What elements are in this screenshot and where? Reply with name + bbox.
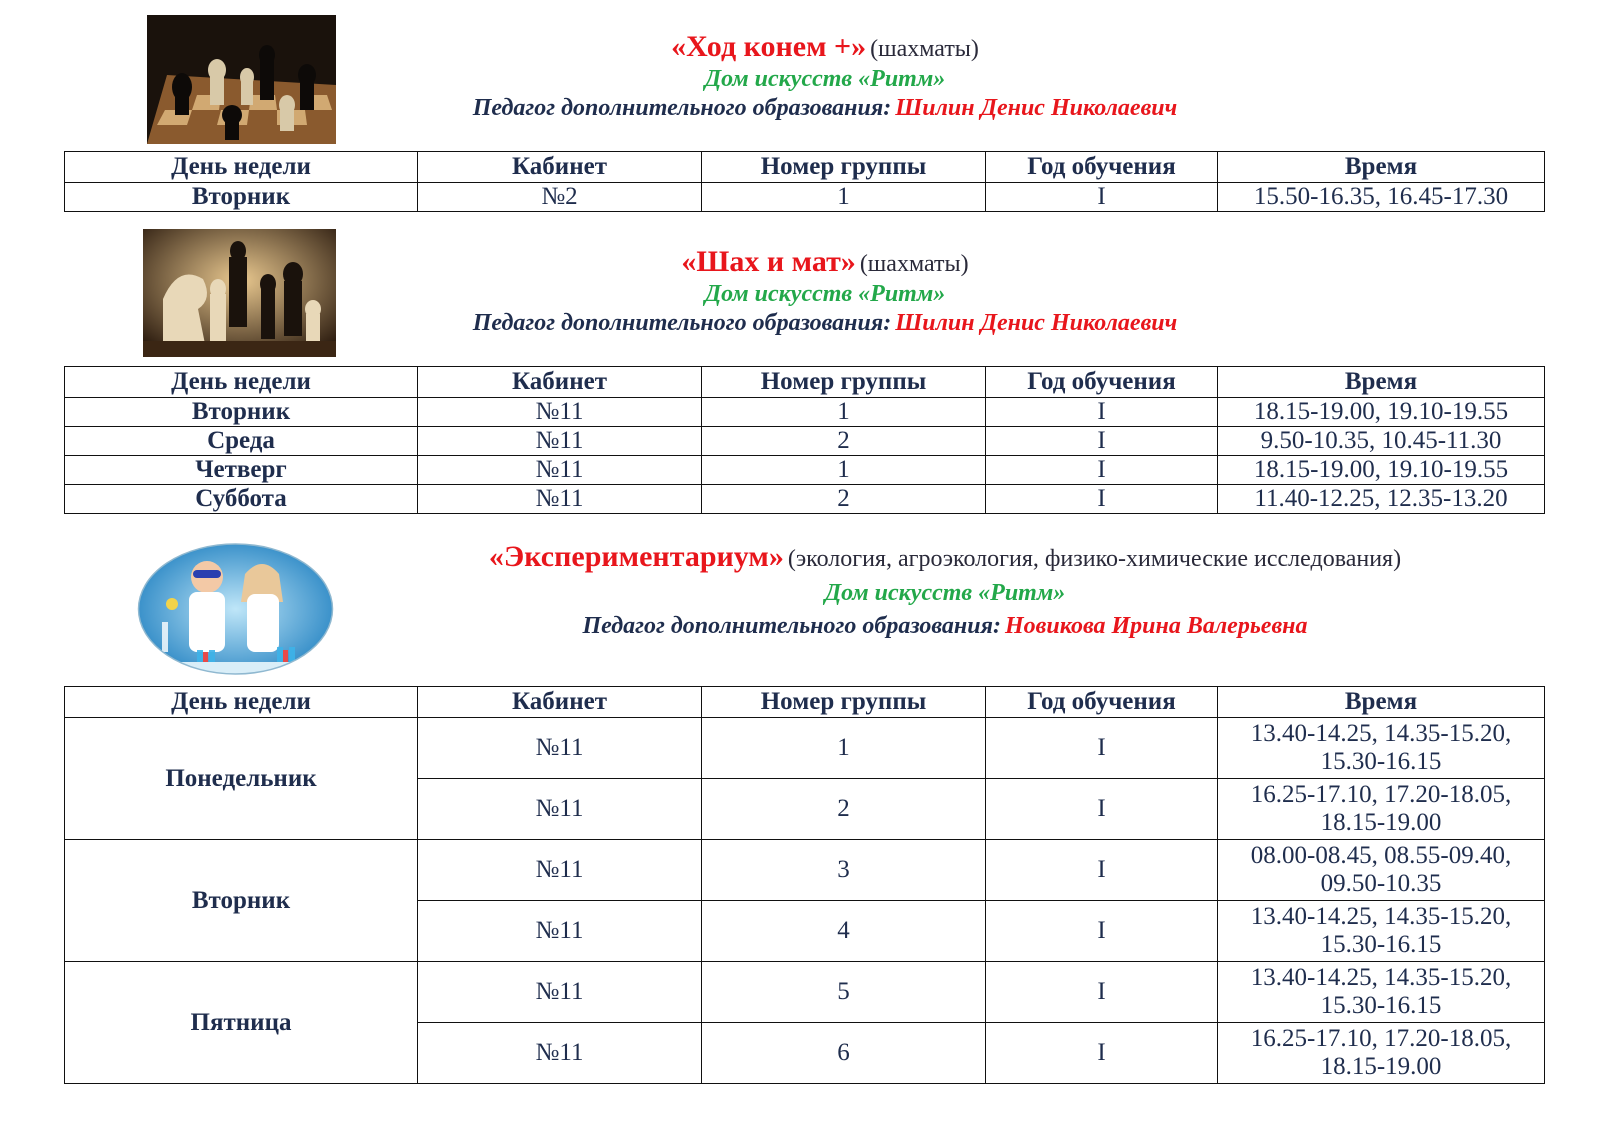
col-header-time: Время <box>1218 152 1545 183</box>
table-header-row <box>65 152 1545 183</box>
chess-board-photo <box>147 15 336 144</box>
table-header-row <box>65 367 1545 398</box>
cell-room: №11 <box>418 779 702 840</box>
table-row <box>65 718 1545 779</box>
col-header-time: Время <box>1218 367 1545 398</box>
time-line: 13.40-14.25, 14.35-15.20, <box>1250 964 1512 991</box>
col-header-day: День недели <box>65 687 418 718</box>
table-header-row <box>65 687 1545 718</box>
cell-room: №11 <box>418 901 702 962</box>
cell-group: 5 <box>702 962 986 1023</box>
cell-group: 2 <box>702 779 986 840</box>
table-row <box>65 427 1545 456</box>
cell-year: I <box>986 456 1218 485</box>
cell-day: Суббота <box>65 485 418 514</box>
col-header-group: Номер группы <box>702 687 986 718</box>
cell-group: 4 <box>702 901 986 962</box>
cell-group: 1 <box>702 718 986 779</box>
time-line: 09.50-10.35 <box>1320 870 1442 897</box>
time-line: 15.30-16.15 <box>1320 748 1442 775</box>
cell-room: №11 <box>418 718 702 779</box>
col-header-day: День недели <box>65 367 418 398</box>
chess-pieces-photo <box>143 229 336 357</box>
teacher-label: Педагог дополнительного образования: <box>472 95 892 121</box>
club-title: «Экспериментариум» <box>488 540 784 573</box>
teacher-label: Педагог дополнительного образования: <box>472 310 892 336</box>
cell-year: I <box>986 718 1218 779</box>
schedule-table <box>64 366 1545 514</box>
cell-time: 9.50-10.35, 10.45-11.30 <box>1218 427 1545 456</box>
table-row <box>65 485 1545 514</box>
time-line: 08.00-08.45, 08.55-09.40, <box>1250 842 1512 869</box>
cell-year: I <box>986 183 1218 212</box>
cell-day: Вторник <box>65 840 418 962</box>
cell-time <box>1218 962 1545 1023</box>
cell-time: 18.15-19.00, 19.10-19.55 <box>1218 398 1545 427</box>
cell-year: I <box>986 1023 1218 1084</box>
cell-room: №11 <box>418 427 702 456</box>
club-subject: (шахматы) <box>870 36 979 62</box>
cell-day: Вторник <box>65 398 418 427</box>
teacher-label: Педагог дополнительного образования: <box>582 613 1001 639</box>
cell-year: I <box>986 901 1218 962</box>
col-header-year: Год обучения <box>986 152 1218 183</box>
time-line: 15.30-16.15 <box>1320 931 1442 958</box>
cell-time <box>1218 840 1545 901</box>
col-header-year: Год обучения <box>986 687 1218 718</box>
cell-time <box>1218 718 1545 779</box>
time-line: 15.30-16.15 <box>1320 992 1442 1019</box>
cell-day: Четверг <box>65 456 418 485</box>
section-header <box>350 30 1300 122</box>
col-header-year: Год обучения <box>986 367 1218 398</box>
cell-time <box>1218 1023 1545 1084</box>
cell-time: 15.50-16.35, 16.45-17.30 <box>1218 183 1545 212</box>
schedule-table <box>64 151 1545 212</box>
cell-year: I <box>986 398 1218 427</box>
cell-year: I <box>986 840 1218 901</box>
schedule-table <box>64 686 1545 1084</box>
cell-group: 2 <box>702 485 986 514</box>
organization-name: Дом искусств «Ритм» <box>704 281 946 307</box>
col-header-room: Кабинет <box>418 152 702 183</box>
time-line: 13.40-14.25, 14.35-15.20, <box>1250 903 1512 930</box>
cell-time <box>1218 779 1545 840</box>
cell-time <box>1218 901 1545 962</box>
col-header-group: Номер группы <box>702 152 986 183</box>
cell-day: Пятница <box>65 962 418 1084</box>
cell-time: 18.15-19.00, 19.10-19.55 <box>1218 456 1545 485</box>
time-line: 18.15-19.00 <box>1320 1053 1442 1080</box>
teacher-name: Новикова Ирина Валерьевна <box>1004 613 1308 639</box>
teacher-name: Шилин Денис Николаевич <box>895 310 1178 336</box>
kids-science-photo <box>137 542 334 676</box>
cell-group: 1 <box>702 398 986 427</box>
table-row <box>65 962 1545 1023</box>
time-line: 13.40-14.25, 14.35-15.20, <box>1250 720 1512 747</box>
cell-day: Вторник <box>65 183 418 212</box>
cell-year: I <box>986 962 1218 1023</box>
cell-room: №2 <box>418 183 702 212</box>
cell-day: Среда <box>65 427 418 456</box>
cell-group: 1 <box>702 183 986 212</box>
cell-room: №11 <box>418 456 702 485</box>
cell-room: №11 <box>418 485 702 514</box>
organization-name: Дом искусств «Ритм» <box>824 580 1066 606</box>
time-line: 16.25-17.10, 17.20-18.05, <box>1250 781 1512 808</box>
table-row <box>65 456 1545 485</box>
cell-day: Понедельник <box>65 718 418 840</box>
table-row <box>65 398 1545 427</box>
col-header-room: Кабинет <box>418 367 702 398</box>
time-line: 16.25-17.10, 17.20-18.05, <box>1250 1025 1512 1052</box>
club-title: «Шах и мат» <box>681 245 856 278</box>
club-title: «Ход конем +» <box>671 30 867 63</box>
cell-room: №11 <box>418 962 702 1023</box>
club-subject: (шахматы) <box>859 251 969 277</box>
club-subject: (экология, агроэкология, физико-химические исследования) <box>787 546 1402 572</box>
teacher-name: Шилин Денис Николаевич <box>895 95 1178 121</box>
cell-room: №11 <box>418 398 702 427</box>
table-row <box>65 840 1545 901</box>
time-line: 18.15-19.00 <box>1320 809 1442 836</box>
col-header-day: День недели <box>65 152 418 183</box>
cell-year: I <box>986 485 1218 514</box>
cell-time: 11.40-12.25, 12.35-13.20 <box>1218 485 1545 514</box>
cell-group: 1 <box>702 456 986 485</box>
table-row <box>65 183 1545 212</box>
section-header <box>350 245 1300 337</box>
cell-group: 6 <box>702 1023 986 1084</box>
organization-name: Дом искусств «Ритм» <box>704 66 946 92</box>
cell-room: №11 <box>418 1023 702 1084</box>
cell-group: 2 <box>702 427 986 456</box>
cell-group: 3 <box>702 840 986 901</box>
col-header-room: Кабинет <box>418 687 702 718</box>
cell-year: I <box>986 427 1218 456</box>
cell-year: I <box>986 779 1218 840</box>
col-header-time: Время <box>1218 687 1545 718</box>
section-header <box>370 540 1520 640</box>
cell-room: №11 <box>418 840 702 901</box>
col-header-group: Номер группы <box>702 367 986 398</box>
